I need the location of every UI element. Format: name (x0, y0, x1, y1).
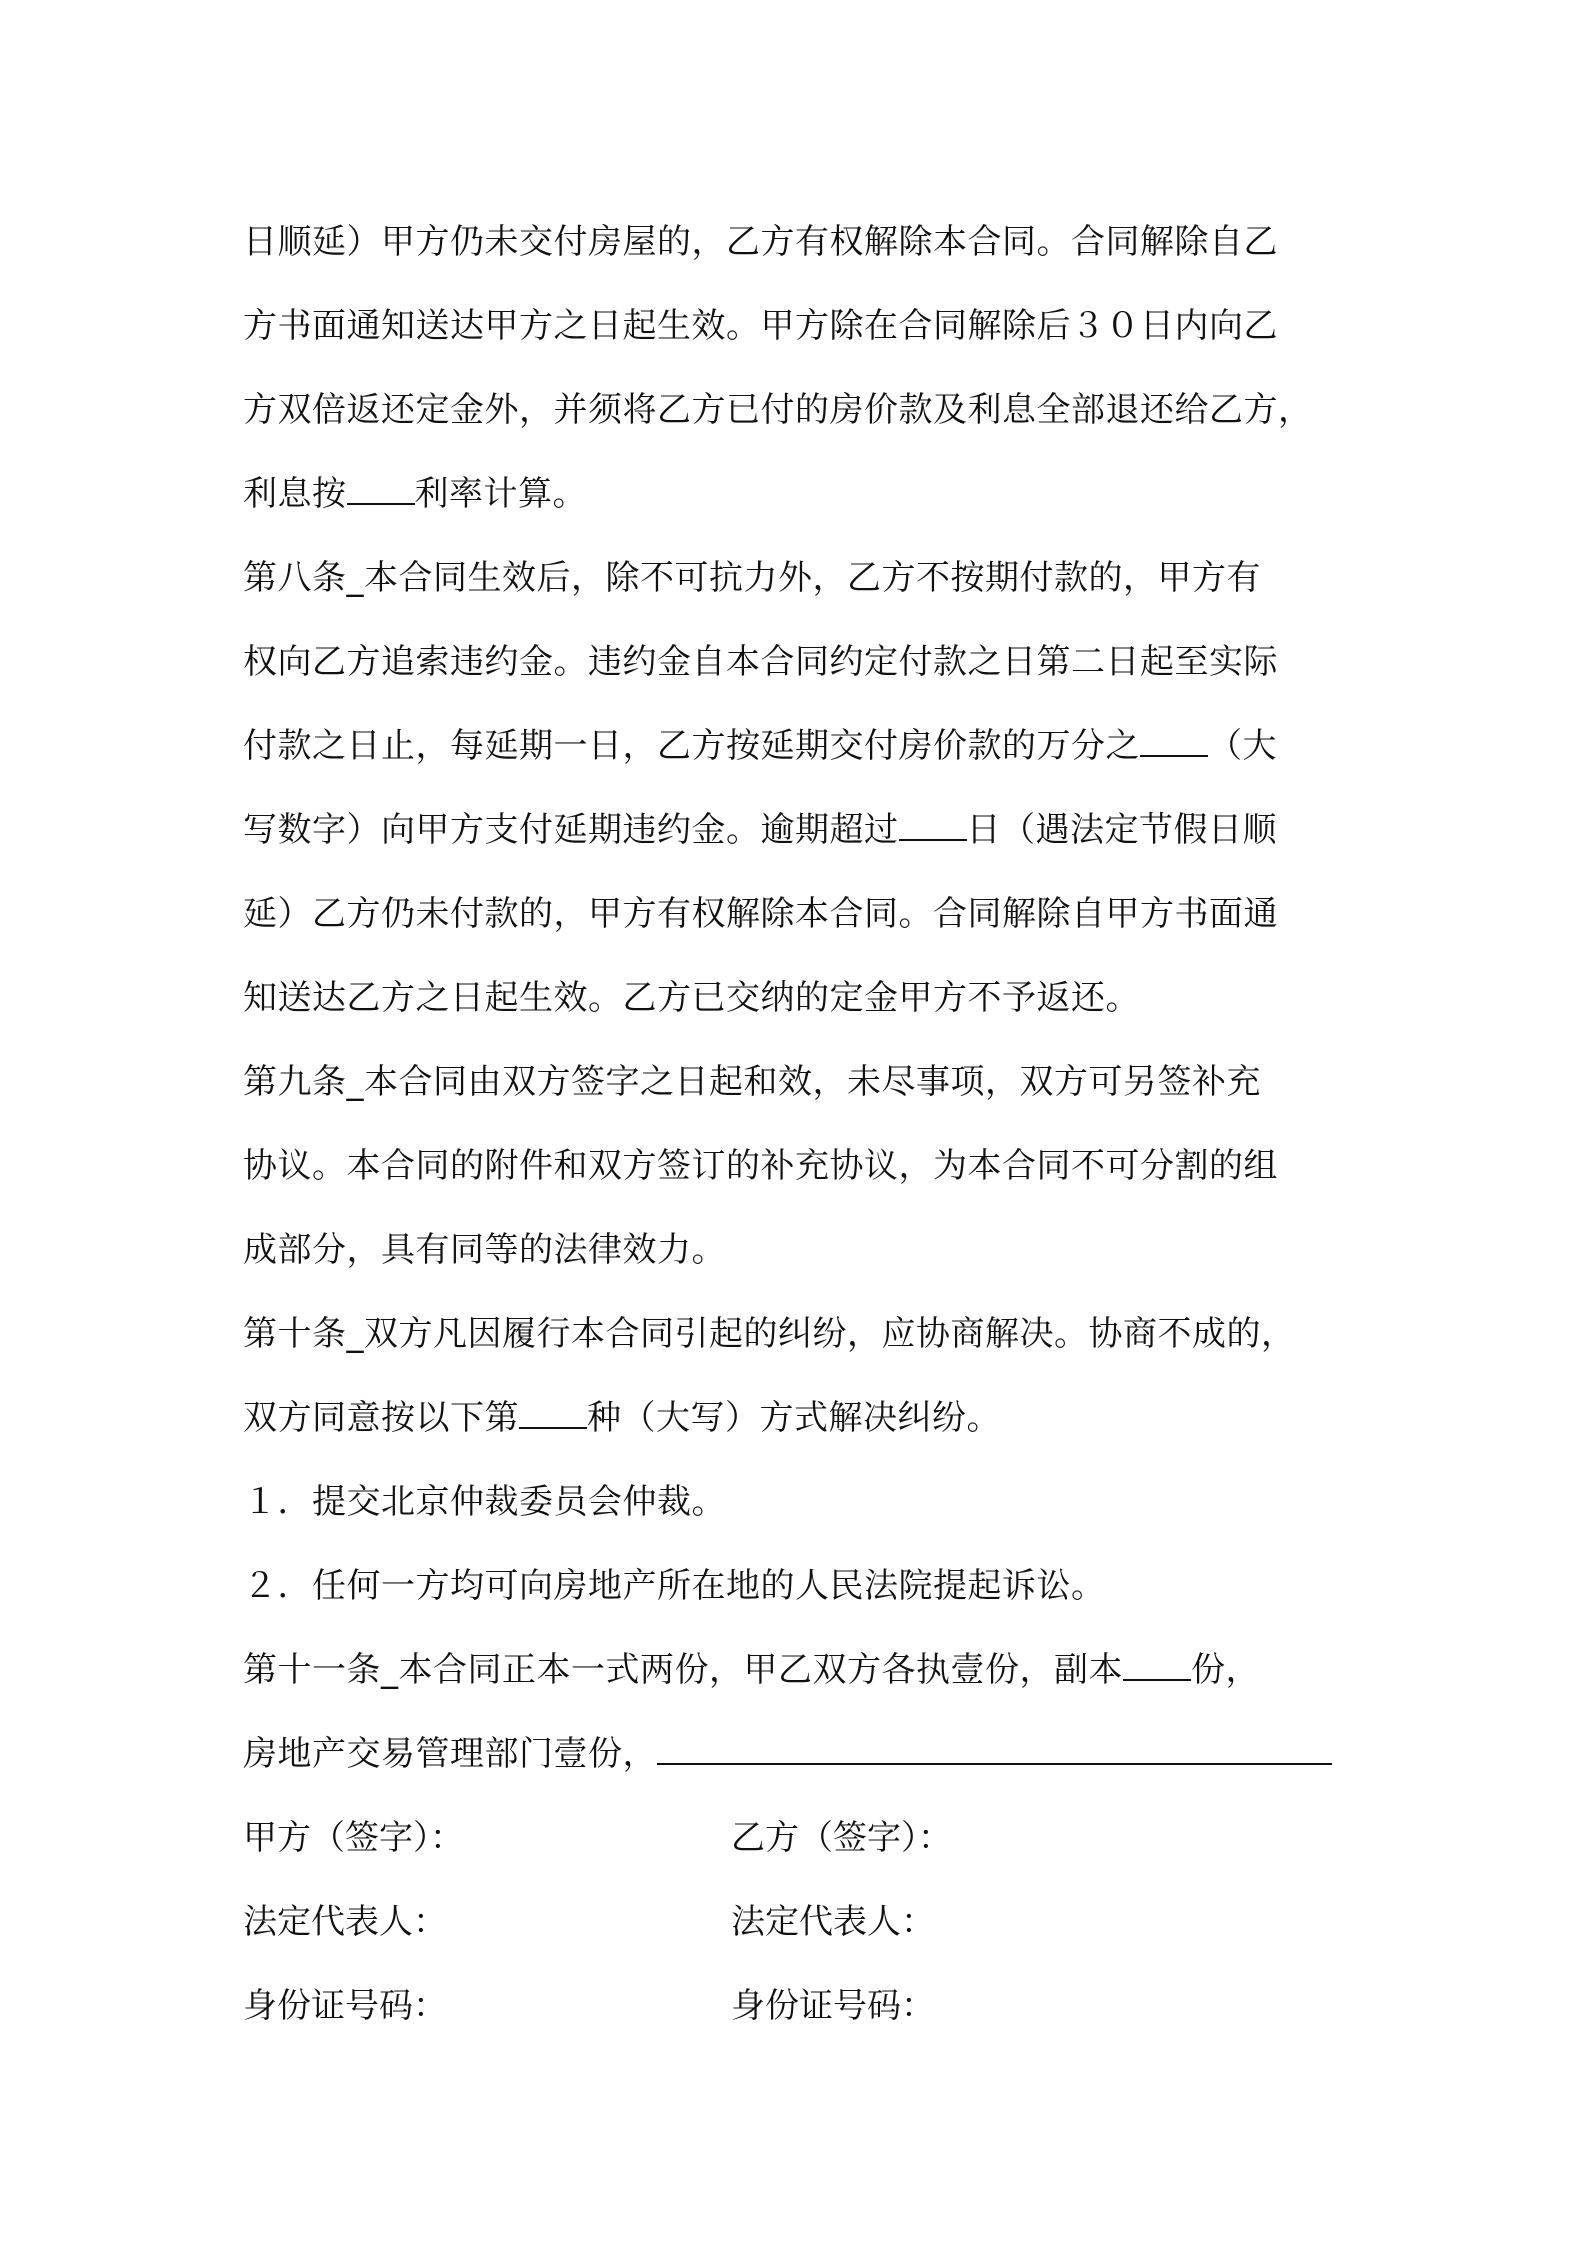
text-line: 权向乙方追索违约金。违约金自本合同约定付款之日第二日起至实际 (243, 642, 1278, 682)
id-number-row (243, 1964, 1363, 2048)
text-line: 方双倍返还定金外，并须将乙方已付的房价款及利息全部退还给乙方， (243, 390, 1313, 430)
text-line: 写数字）向甲方支付延期违约金。逾期超过 日（遇法定节假日顺 (243, 810, 1277, 850)
signature-row (243, 1796, 1363, 1880)
party-b-id-label: 身份证号码： (731, 1986, 935, 2026)
article-11-line: 第十一条_本合同正本一式两份，甲乙双方各执壹份，副本 份， (243, 1650, 1260, 1690)
fill-blank (1123, 1649, 1191, 1681)
text-line: 日顺延）甲方仍未交付房屋的，乙方有权解除本合同。合同解除自乙 (243, 222, 1278, 262)
fill-blank (519, 1397, 587, 1429)
article-8-line: 第八条_本合同生效后，除不可抗力外，乙方不按期付款的，甲方有 (243, 558, 1261, 598)
party-a-signature-label: 甲方（签字）： (243, 1818, 464, 1858)
text-line: 房地产交易管理部门壹份， (243, 1712, 1363, 1796)
party-a-representative-label: 法定代表人： (243, 1902, 447, 1942)
text-line: 协议。本合同的附件和双方签订的补充协议，为本合同不可分割的组 (243, 1146, 1278, 1186)
fill-blank (1140, 725, 1208, 757)
text-line: 延）乙方仍未付款的，甲方有权解除本合同。合同解除自甲方书面通 (243, 894, 1278, 934)
party-b-signature-label: 乙方（签字）： (731, 1818, 952, 1858)
text-line: 方书面通知送达甲方之日起生效。甲方除在合同解除后３０日内向乙 (243, 306, 1278, 346)
article-9-line: 第九条_本合同由双方签字之日起和效，未尽事项，双方可另签补充 (243, 1062, 1261, 1102)
fill-blank-long (657, 1733, 1332, 1765)
article-10-line: 第十条_双方凡因履行本合同引起的纠纷，应协商解决。协商不成的， (243, 1314, 1296, 1354)
fill-blank (347, 473, 415, 505)
option-2-line: ２．任何一方均可向房地产所在地的人民法院提起诉讼。 (243, 1566, 1106, 1606)
representative-row (243, 1880, 1363, 1964)
fill-blank (899, 809, 967, 841)
contract-body (243, 200, 1363, 2048)
party-b-representative-label: 法定代表人： (731, 1902, 935, 1942)
text-line: 付款之日止，每延期一日，乙方按延期交付房价款的万分之 （大 (243, 726, 1277, 766)
text-line: 利息按 利率计算。 (243, 474, 587, 514)
text-line: 成部分，具有同等的法律效力。 (243, 1230, 726, 1270)
option-1-line: １．提交北京仲裁委员会仲裁。 (243, 1482, 726, 1522)
text-line: 双方同意按以下第 种（大写）方式解决纠纷。 (243, 1398, 1001, 1438)
party-a-id-label: 身份证号码： (243, 1986, 447, 2026)
text-line: 知送达乙方之日起生效。乙方已交纳的定金甲方不予返还。 (243, 978, 1140, 1018)
